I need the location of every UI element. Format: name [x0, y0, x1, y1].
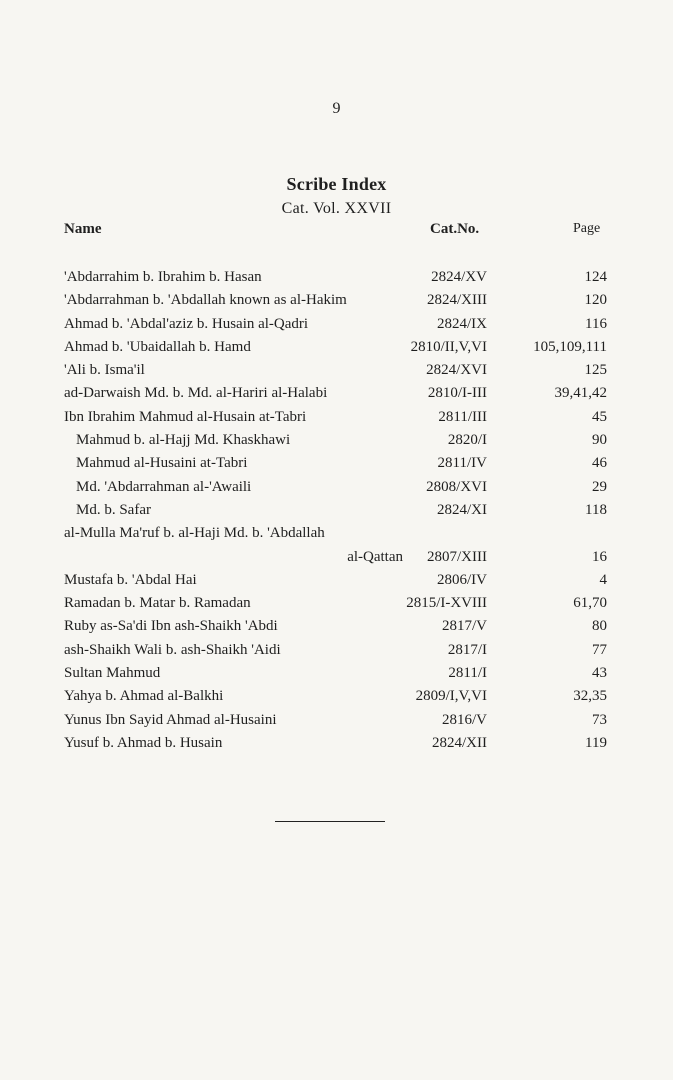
closing-rule: [275, 821, 385, 822]
scribe-name: ad-Darwaish Md. b. Md. al-Hariri al-Halabi: [64, 385, 328, 402]
catalogue-number: 2811/I: [448, 665, 487, 682]
page-ref: 77: [592, 641, 607, 658]
catalogue-number: 2816/V: [442, 711, 487, 728]
index-row: [0, 452, 673, 475]
catalogue-number: 2824/XIII: [427, 292, 487, 309]
scribe-name: Md. b. Safar: [76, 501, 151, 518]
page-ref: 4: [599, 571, 607, 588]
page-number: 9: [332, 100, 341, 117]
scribe-name: Mahmud b. al-Hajj Md. Khaskhawi: [76, 432, 291, 449]
catalogue-number: 2806/IV: [437, 571, 487, 588]
page-ref: 16: [592, 548, 607, 565]
page-ref: 45: [592, 408, 607, 425]
scribe-name: Yahya b. Ahmad al-Balkhi: [64, 688, 224, 705]
page-ref: 90: [592, 432, 607, 449]
page-ref: 119: [585, 734, 607, 751]
catalogue-number: 2815/I-XVIII: [406, 595, 487, 612]
scribe-name: Ahmad b. 'Ubaidallah b. Hamd: [64, 338, 251, 355]
catalogue-number: 2807/XIII: [427, 548, 487, 565]
scribe-name: 'Abdarrahim b. Ibrahim b. Hasan: [64, 269, 262, 285]
page-ref: 125: [584, 362, 607, 379]
index-row: [0, 732, 673, 755]
catalogue-number: 2824/XV: [431, 269, 487, 285]
page-ref: 73: [592, 711, 607, 728]
index-row: [0, 429, 673, 452]
scribe-name: Yusuf b. Ahmad b. Husain: [64, 734, 223, 751]
page-ref: 29: [592, 478, 607, 495]
index-row: [0, 289, 673, 312]
page-ref: 118: [585, 501, 607, 518]
index-row: [0, 522, 673, 545]
index-row: [0, 336, 673, 359]
column-header-name: Name: [64, 221, 102, 237]
catalogue-number: 2824/XI: [437, 501, 487, 518]
catalogue-number: 2808/XVI: [426, 478, 487, 495]
catalogue-number: 2810/II,V,VI: [410, 338, 487, 355]
page-ref: 105,109,111: [533, 338, 607, 355]
scribe-index-list: [0, 266, 673, 755]
index-row: [0, 639, 673, 662]
catalogue-number: 2820/I: [447, 432, 487, 449]
catalogue-number: 2824/XVI: [426, 362, 487, 379]
scribe-name: Mustafa b. 'Abdal Hai: [64, 571, 197, 588]
column-header-page: Page: [573, 221, 601, 236]
index-row: [0, 685, 673, 708]
scribe-name: Md. 'Abdarrahman al-'Awaili: [76, 478, 252, 495]
page-ref: 32,35: [573, 688, 607, 705]
catalogue-number: 2811/IV: [437, 455, 487, 472]
page-ref: 61,70: [573, 595, 607, 612]
catalogue-number: 2817/I: [447, 641, 487, 658]
page-ref: 46: [592, 455, 607, 472]
index-title: Scribe Index: [286, 174, 387, 194]
page-ref: 124: [584, 269, 607, 285]
catalogue-number: 2817/V: [442, 618, 487, 635]
scribe-name: 'Abdarrahman b. 'Abdallah known as al-Hakim: [64, 292, 347, 309]
catalogue-number: 2811/III: [438, 408, 487, 425]
scribe-name: Yunus Ibn Sayid Ahmad al-Husaini: [64, 711, 277, 728]
catalogue-number: 2824/XII: [432, 734, 487, 751]
scribe-name: Mahmud al-Husaini at-Tabri: [76, 455, 248, 472]
scribe-name: Ramadan b. Matar b. Ramadan: [64, 595, 251, 612]
index-subtitle: Cat. Vol. XXVII: [281, 200, 392, 217]
catalogue-number: 2824/IX: [437, 315, 487, 332]
column-header-cat-no: Cat.No.: [430, 221, 480, 237]
page-ref: 120: [584, 292, 607, 309]
index-row: [0, 359, 673, 382]
catalogue-number: 2809/I,V,VI: [415, 688, 487, 705]
scribe-name: ash-Shaikh Wali b. ash-Shaikh 'Aidi: [64, 641, 281, 658]
scribe-name: 'Ali b. Isma'il: [64, 362, 145, 379]
index-row: [0, 709, 673, 732]
index-row: [0, 476, 673, 499]
index-row: [0, 382, 673, 405]
page-ref: 116: [585, 315, 607, 332]
catalogue-number: 2810/I-III: [427, 385, 487, 402]
scribe-name: Ibn Ibrahim Mahmud al-Husain at-Tabri: [64, 408, 307, 425]
page-ref: 43: [592, 665, 607, 682]
scribe-name: Ruby as-Sa'di Ibn ash-Shaikh 'Abdi: [64, 618, 278, 635]
index-row: [0, 266, 673, 289]
index-row: [0, 313, 673, 336]
index-row: [0, 615, 673, 638]
scribe-name: al-Qattan: [347, 548, 403, 565]
scribe-name: al-Mulla Ma'ruf b. al-Haji Md. b. 'Abdallah: [64, 525, 325, 542]
index-row: [0, 569, 673, 592]
index-row: [0, 592, 673, 615]
page-ref: 80: [592, 618, 607, 635]
page-ref: 39,41,42: [554, 385, 607, 402]
scribe-name: Sultan Mahmud: [64, 665, 161, 682]
index-row: [0, 406, 673, 429]
scribe-name: Ahmad b. 'Abdal'aziz b. Husain al-Qadri: [64, 315, 309, 332]
index-row: [0, 662, 673, 685]
index-row: [0, 499, 673, 522]
index-row-continuation: [0, 546, 673, 569]
